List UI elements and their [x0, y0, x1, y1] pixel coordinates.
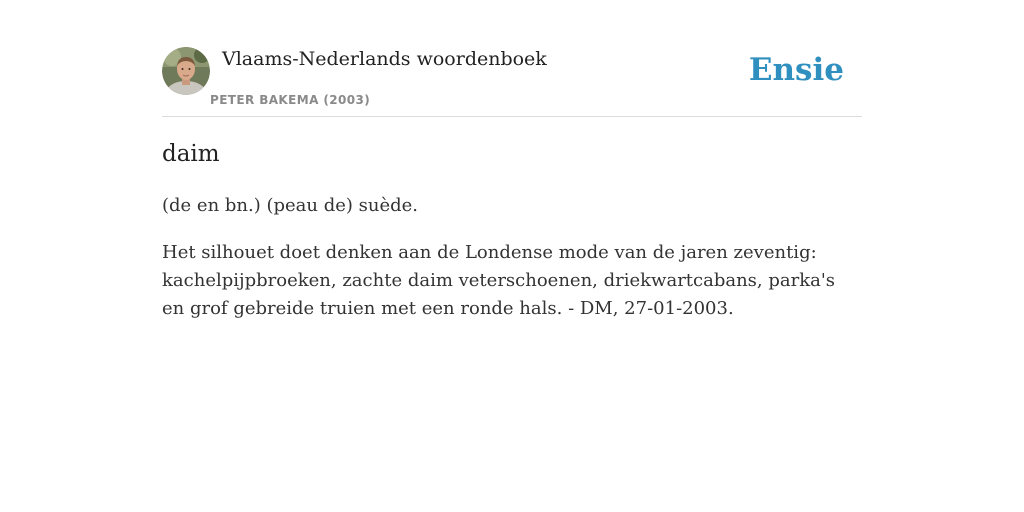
- definition-text: (de en bn.) (peau de) suède.: [162, 195, 419, 216]
- ensie-logo-link[interactable]: Ensie: [748, 52, 844, 88]
- author-name[interactable]: PETER BAKEMA (2003): [210, 93, 371, 107]
- dictionary-title[interactable]: Vlaams-Nederlands woordenboek: [222, 48, 547, 70]
- example-text: Het silhouet doet denken aan de Londense mode van de jaren zeventig: kachelpijpbroeken, zachte daim veterschoenen, driekwartcabans, parka's en grof gebreide truien met een ronde hals. - DM, 27-01-2003.: [162, 242, 836, 319]
- author-avatar[interactable]: [162, 47, 210, 95]
- entry-header: [162, 46, 862, 117]
- headword: daim: [162, 141, 220, 167]
